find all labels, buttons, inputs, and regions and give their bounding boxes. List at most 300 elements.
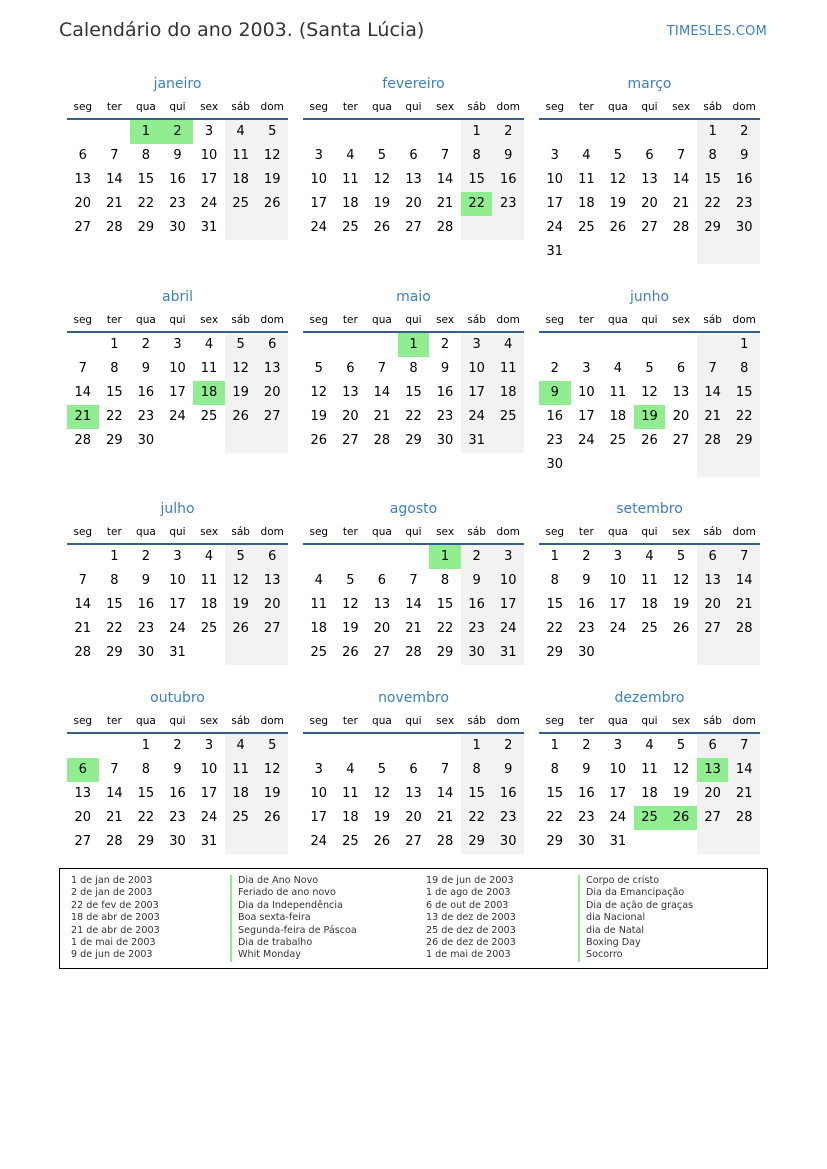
- empty-day: [728, 453, 760, 477]
- day: 6: [645, 148, 654, 163]
- day: 9: [173, 762, 182, 777]
- holiday-day: 21: [67, 405, 99, 429]
- holiday-day: 18: [193, 381, 225, 405]
- day: 17: [200, 786, 218, 801]
- day: 10: [578, 385, 595, 400]
- month-8: [539, 495, 760, 665]
- day: 20: [405, 196, 422, 211]
- legend-holiday-name: Boa sexta-feira: [230, 912, 311, 924]
- weekday-label: seg: [545, 526, 565, 538]
- day: 19: [672, 597, 690, 612]
- day: 5: [346, 573, 355, 588]
- weekday-header: [67, 710, 288, 734]
- day: 20: [256, 593, 288, 617]
- day: 6: [78, 148, 87, 163]
- day: 18: [492, 381, 524, 405]
- weekday-label: dom: [732, 526, 756, 538]
- day: 24: [200, 810, 218, 825]
- day: 17: [169, 597, 186, 612]
- day: 10: [461, 357, 493, 381]
- empty-day: [193, 429, 225, 453]
- weekday-label: sáb: [231, 715, 250, 727]
- day: 15: [137, 786, 155, 801]
- holiday-day: 26: [665, 806, 697, 830]
- day: 4: [225, 120, 257, 144]
- day: 6: [346, 361, 355, 376]
- day-grid: [303, 333, 524, 453]
- day: 2: [141, 549, 151, 564]
- empty-day: [602, 120, 634, 144]
- day: 2: [550, 361, 559, 376]
- day: 17: [546, 196, 564, 211]
- weekday-label: seg: [73, 101, 93, 113]
- day: 31: [492, 641, 524, 665]
- day: 3: [492, 545, 524, 569]
- day: 16: [546, 409, 564, 424]
- legend-holiday-name: Feriado de ano novo: [230, 887, 336, 899]
- weekday-header: [303, 96, 524, 120]
- day: 29: [405, 433, 422, 448]
- day: 15: [546, 597, 564, 612]
- day: 25: [225, 192, 257, 216]
- day-grid: [67, 734, 288, 854]
- weekday-header: [539, 710, 760, 734]
- day: 29: [106, 433, 123, 448]
- empty-day: [634, 830, 666, 854]
- legend-date: 19 de jun de 2003: [426, 875, 514, 886]
- day: 3: [613, 549, 623, 564]
- day: 1: [550, 738, 559, 753]
- day: 2: [141, 337, 151, 352]
- weekday-label: sáb: [703, 526, 722, 538]
- day: 11: [310, 597, 328, 612]
- weekday-label: seg: [309, 715, 329, 727]
- day: 6: [256, 545, 288, 569]
- day: 11: [342, 172, 359, 187]
- day: 23: [578, 621, 595, 636]
- empty-day: [634, 453, 666, 477]
- day: 6: [697, 734, 729, 758]
- day: 7: [110, 148, 119, 163]
- empty-day: [366, 734, 398, 758]
- day: 21: [436, 810, 454, 825]
- legend-holiday-name: Boxing Day: [578, 937, 641, 949]
- month-11: [539, 684, 760, 854]
- day-grid: [539, 120, 760, 264]
- day: 8: [141, 762, 151, 777]
- day: 13: [74, 786, 92, 801]
- weekday-label: seg: [545, 314, 565, 326]
- empty-day: [602, 453, 634, 477]
- day: 20: [697, 593, 729, 617]
- weekday-header: [539, 96, 760, 120]
- legend-holiday-name: Dia da Emancipação: [578, 887, 684, 899]
- day: 21: [106, 810, 123, 825]
- empty-day: [193, 641, 225, 665]
- day: 5: [314, 361, 323, 376]
- weekday-label: qua: [608, 715, 628, 727]
- day: 12: [672, 762, 690, 777]
- day: 20: [256, 381, 288, 405]
- day: 3: [204, 738, 214, 753]
- legend-date: 26 de dez de 2003: [426, 937, 516, 948]
- day: 11: [225, 144, 257, 168]
- day-grid: [539, 333, 760, 477]
- day: 4: [613, 361, 623, 376]
- day: 9: [440, 361, 450, 376]
- weekday-label: qua: [136, 715, 156, 727]
- month-name: agosto: [389, 501, 438, 517]
- day: 23: [137, 409, 155, 424]
- day: 24: [609, 621, 627, 636]
- month-name: dezembro: [614, 690, 685, 706]
- day: 16: [492, 168, 524, 192]
- day: 18: [609, 409, 627, 424]
- day: 9: [461, 569, 493, 593]
- weekday-header: [67, 96, 288, 120]
- day: 5: [645, 361, 654, 376]
- day: 24: [169, 621, 186, 636]
- day: 26: [609, 220, 627, 235]
- empty-day: [634, 120, 666, 144]
- empty-day: [225, 216, 257, 240]
- day: 2: [492, 120, 524, 144]
- day: 2: [582, 738, 591, 753]
- day: 12: [672, 573, 690, 588]
- day: 7: [78, 361, 87, 376]
- brand-link[interactable]: TIMESLES.COM: [666, 24, 767, 39]
- month-4: [303, 283, 524, 453]
- day-grid: [67, 120, 288, 240]
- day: 21: [672, 196, 690, 211]
- day: 17: [310, 810, 328, 825]
- weekday-label: sáb: [467, 101, 486, 113]
- day: 21: [697, 405, 729, 429]
- weekday-label: dom: [260, 101, 284, 113]
- day: 11: [641, 573, 658, 588]
- day: 29: [461, 830, 493, 854]
- day: 11: [492, 357, 524, 381]
- day: 16: [137, 597, 155, 612]
- day: 26: [373, 834, 391, 849]
- day: 7: [728, 545, 760, 569]
- day: 5: [225, 333, 257, 357]
- month-6: [67, 495, 288, 665]
- legend-holiday-name: dia de Natal: [578, 925, 644, 937]
- day: 7: [440, 762, 450, 777]
- weekday-label: dom: [260, 526, 284, 538]
- day: 27: [641, 220, 658, 235]
- weekday-label: qui: [169, 101, 186, 113]
- month-2: [539, 70, 760, 264]
- day: 13: [342, 385, 359, 400]
- weekday-label: seg: [73, 526, 93, 538]
- day: 16: [728, 168, 760, 192]
- legend-holiday-name: Dia da Independência: [230, 900, 343, 912]
- day: 14: [74, 385, 92, 400]
- empty-day: [571, 333, 603, 357]
- day: 13: [672, 385, 690, 400]
- day: 28: [373, 433, 391, 448]
- day: 4: [204, 549, 214, 564]
- weekday-label: dom: [260, 715, 284, 727]
- day: 3: [204, 124, 214, 139]
- weekday-label: ter: [342, 715, 358, 727]
- weekday-label: qua: [372, 314, 392, 326]
- day: 8: [550, 762, 559, 777]
- month-name: outubro: [150, 690, 205, 706]
- empty-day: [602, 240, 634, 264]
- day: 19: [609, 196, 627, 211]
- day: 9: [173, 148, 182, 163]
- empty-day: [728, 240, 760, 264]
- day: 30: [578, 834, 595, 849]
- day: 4: [346, 762, 355, 777]
- day-grid: [303, 545, 524, 665]
- day: 10: [310, 786, 328, 801]
- day: 13: [405, 786, 422, 801]
- day: 8: [110, 573, 119, 588]
- day: 7: [697, 357, 729, 381]
- weekday-label: sáb: [703, 314, 722, 326]
- weekday-label: sáb: [231, 314, 250, 326]
- legend-date: 9 de jun de 2003: [71, 949, 153, 961]
- empty-day: [67, 545, 99, 569]
- day: 9: [582, 573, 591, 588]
- day-grid: [303, 120, 524, 240]
- day: 13: [256, 357, 288, 381]
- legend-date: 25 de dez de 2003: [426, 924, 516, 936]
- day: 19: [256, 168, 288, 192]
- day: 6: [409, 762, 418, 777]
- day: 9: [141, 361, 151, 376]
- weekday-label: dom: [496, 314, 520, 326]
- day: 6: [377, 573, 387, 588]
- day: 12: [225, 357, 257, 381]
- weekday-label: sex: [436, 314, 455, 326]
- day: 9: [141, 573, 151, 588]
- weekday-label: seg: [73, 314, 93, 326]
- day: 30: [728, 216, 760, 240]
- holiday-day: 9: [539, 381, 571, 405]
- empty-day: [665, 120, 697, 144]
- empty-day: [256, 641, 288, 665]
- day: 3: [613, 738, 623, 753]
- day: 8: [440, 573, 450, 588]
- weekday-label: ter: [578, 715, 594, 727]
- day: 12: [225, 569, 257, 593]
- day: 9: [728, 144, 760, 168]
- weekday-label: qui: [641, 101, 658, 113]
- empty-day: [303, 333, 335, 357]
- day: 25: [200, 621, 218, 636]
- weekday-label: sex: [200, 526, 219, 538]
- day: 23: [578, 810, 595, 825]
- day: 8: [728, 357, 760, 381]
- legend-holiday-name: dia Nacional: [578, 912, 645, 924]
- day: 3: [314, 148, 323, 163]
- day: 29: [697, 216, 729, 240]
- weekday-label: qua: [608, 314, 628, 326]
- empty-day: [398, 545, 430, 569]
- day: 28: [405, 645, 422, 660]
- day: 14: [697, 381, 729, 405]
- day: 19: [373, 810, 391, 825]
- day: 19: [225, 593, 257, 617]
- month-9: [67, 684, 288, 854]
- day: 14: [728, 758, 760, 782]
- day: 13: [256, 569, 288, 593]
- day: 16: [492, 782, 524, 806]
- day: 15: [461, 782, 493, 806]
- day: 18: [225, 168, 257, 192]
- day: 27: [697, 617, 729, 641]
- legend-holiday-name: Dia de Ano Novo: [230, 875, 318, 887]
- day: 24: [169, 409, 186, 424]
- legend-holiday-name: Segunda-feira de Páscoa: [230, 925, 357, 937]
- day: 26: [672, 621, 690, 636]
- holiday-day: 25: [634, 806, 666, 830]
- weekday-label: seg: [309, 526, 329, 538]
- weekday-label: qui: [405, 526, 422, 538]
- weekday-header: [67, 309, 288, 333]
- day: 2: [492, 734, 524, 758]
- empty-day: [571, 453, 603, 477]
- day: 1: [461, 734, 493, 758]
- day: 1: [110, 337, 119, 352]
- day: 13: [74, 172, 92, 187]
- day: 31: [169, 645, 186, 660]
- month-7: [303, 495, 524, 665]
- day: 10: [169, 573, 186, 588]
- weekday-label: qui: [169, 715, 186, 727]
- day: 14: [672, 172, 690, 187]
- month-name: setembro: [616, 501, 683, 517]
- day: 3: [314, 762, 323, 777]
- day: 17: [169, 385, 186, 400]
- day: 17: [461, 381, 493, 405]
- day: 7: [409, 573, 418, 588]
- day: 1: [110, 549, 119, 564]
- day: 8: [110, 361, 119, 376]
- day: 28: [106, 220, 123, 235]
- day: 31: [200, 220, 218, 235]
- month-name: março: [627, 76, 672, 92]
- weekday-label: ter: [106, 314, 122, 326]
- day: 15: [728, 381, 760, 405]
- day: 27: [405, 834, 422, 849]
- day: 31: [546, 244, 564, 259]
- day: 22: [137, 810, 155, 825]
- day: 20: [405, 810, 422, 825]
- day: 27: [256, 405, 288, 429]
- empty-day: [665, 333, 697, 357]
- day: 28: [74, 645, 92, 660]
- day: 14: [728, 569, 760, 593]
- day: 20: [641, 196, 658, 211]
- day: 16: [578, 597, 595, 612]
- day: 20: [697, 782, 729, 806]
- day: 22: [546, 810, 564, 825]
- day: 19: [672, 786, 690, 801]
- day: 11: [225, 758, 257, 782]
- day: 27: [672, 433, 690, 448]
- day: 24: [609, 810, 627, 825]
- day: 11: [342, 786, 359, 801]
- day: 28: [436, 834, 454, 849]
- day: 14: [74, 597, 92, 612]
- day: 7: [110, 762, 119, 777]
- weekday-label: ter: [578, 526, 594, 538]
- day: 25: [641, 621, 658, 636]
- day: 23: [728, 192, 760, 216]
- day: 25: [342, 834, 359, 849]
- empty-day: [366, 333, 398, 357]
- day: 12: [373, 172, 391, 187]
- day: 10: [310, 172, 328, 187]
- day: 3: [550, 148, 559, 163]
- weekday-label: sex: [200, 101, 219, 113]
- weekday-label: sáb: [467, 314, 486, 326]
- day: 15: [405, 385, 422, 400]
- empty-day: [697, 641, 729, 665]
- day: 1: [461, 120, 493, 144]
- weekday-label: seg: [545, 101, 565, 113]
- day: 17: [578, 409, 595, 424]
- empty-day: [335, 333, 367, 357]
- month-name: fevereiro: [382, 76, 445, 92]
- day: 23: [492, 806, 524, 830]
- day-grid: [67, 545, 288, 665]
- holiday-day: 1: [429, 545, 461, 569]
- day: 10: [609, 762, 627, 777]
- weekday-label: qui: [169, 314, 186, 326]
- empty-day: [366, 120, 398, 144]
- day: 26: [342, 645, 359, 660]
- day: 5: [676, 549, 686, 564]
- weekday-label: sex: [436, 101, 455, 113]
- day: 1: [141, 738, 151, 753]
- day: 19: [373, 196, 391, 211]
- empty-day: [162, 429, 194, 453]
- weekday-label: sex: [672, 526, 691, 538]
- empty-day: [303, 734, 335, 758]
- weekday-label: qua: [372, 101, 392, 113]
- empty-day: [67, 734, 99, 758]
- day: 20: [342, 409, 359, 424]
- empty-day: [634, 333, 666, 357]
- weekday-label: ter: [578, 314, 594, 326]
- weekday-label: sáb: [231, 101, 250, 113]
- weekday-label: seg: [73, 715, 93, 727]
- empty-day: [539, 333, 571, 357]
- day: 25: [200, 409, 218, 424]
- weekday-label: qui: [405, 314, 422, 326]
- day: 5: [676, 738, 686, 753]
- day: 22: [697, 192, 729, 216]
- weekday-label: sex: [200, 314, 219, 326]
- empty-day: [602, 333, 634, 357]
- empty-day: [99, 734, 131, 758]
- day: 11: [641, 762, 658, 777]
- day: 23: [169, 810, 186, 825]
- day: 27: [74, 834, 92, 849]
- weekday-label: sáb: [703, 101, 722, 113]
- day: 24: [492, 617, 524, 641]
- day: 8: [141, 148, 151, 163]
- legend-holiday-name: Dia de trabalho: [230, 937, 312, 949]
- empty-day: [697, 453, 729, 477]
